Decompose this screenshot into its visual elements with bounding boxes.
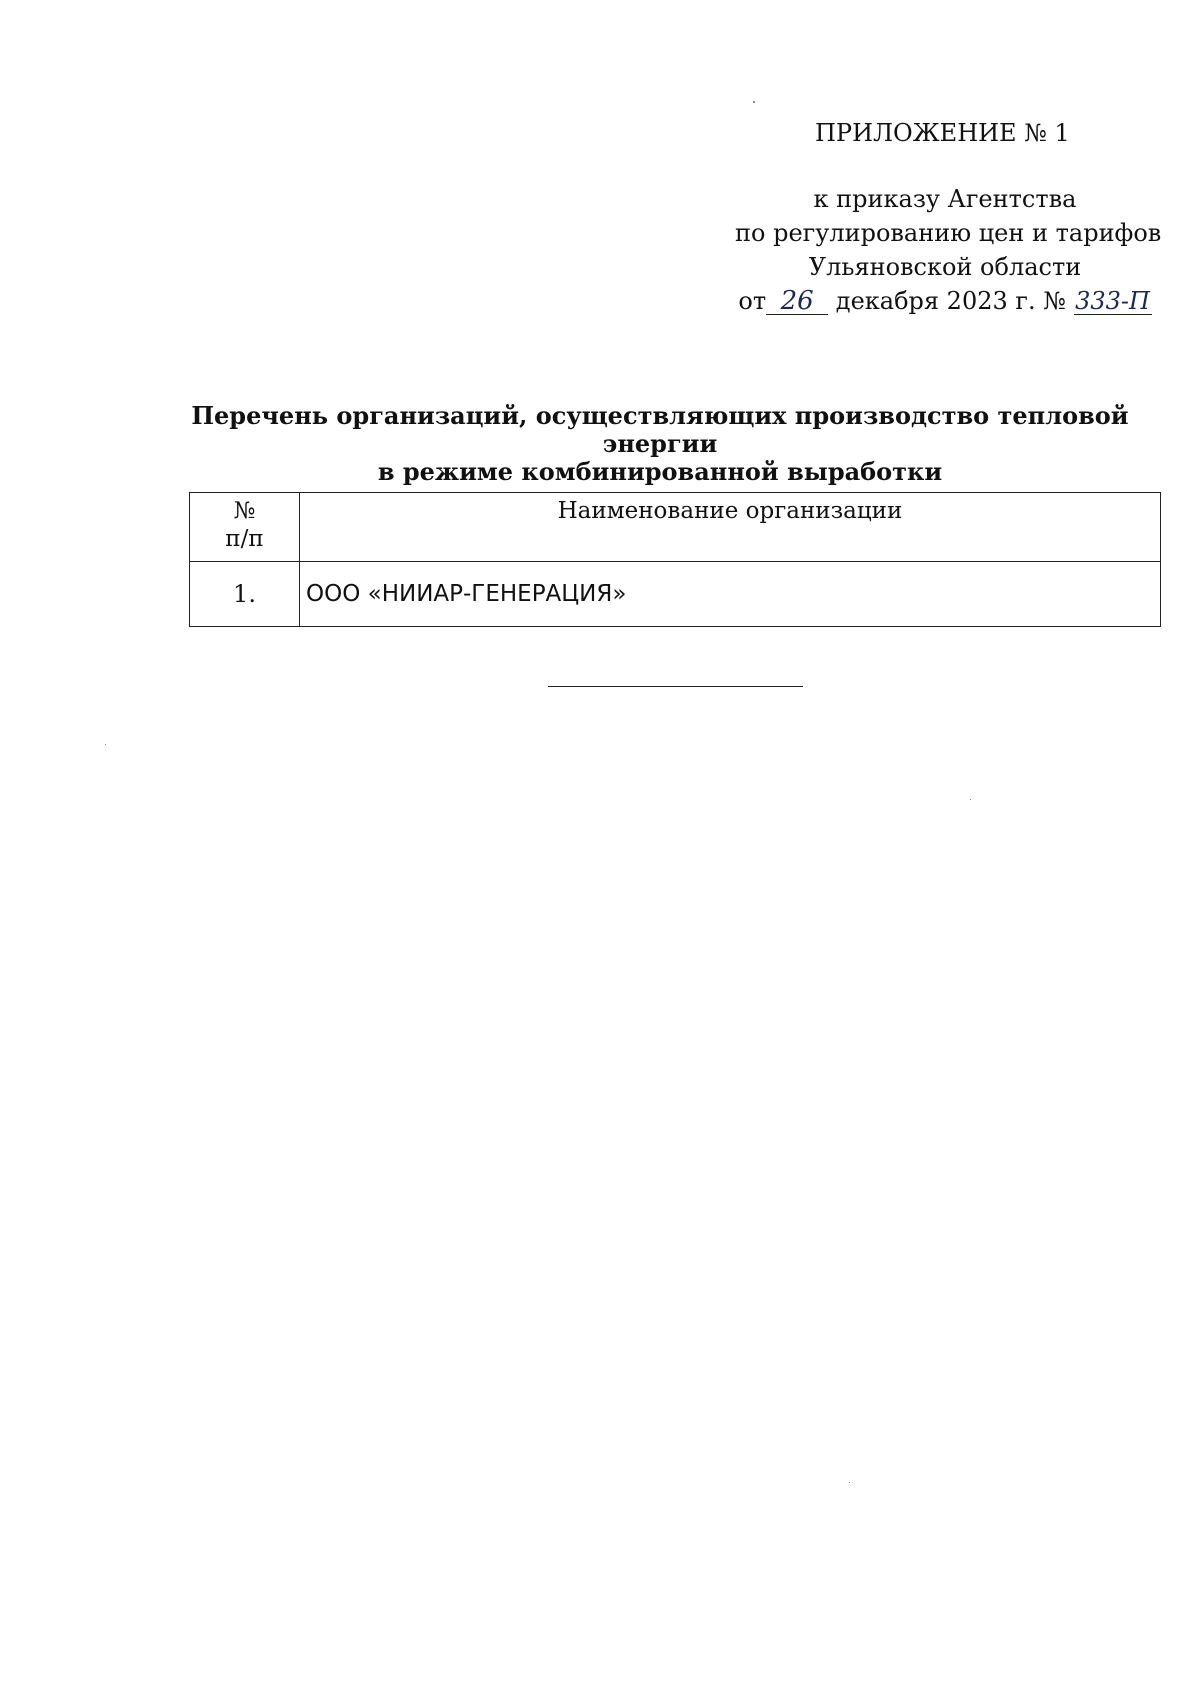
document-title-line-2: в режиме комбинированной выработки xyxy=(377,457,943,486)
order-prefix: от xyxy=(738,287,767,315)
end-divider xyxy=(548,686,803,687)
document-title xyxy=(160,402,1160,486)
scan-speck xyxy=(753,101,755,103)
table-row xyxy=(190,562,1161,627)
order-reference-line-1: к приказу Агентства xyxy=(813,185,1077,213)
table-header-row xyxy=(190,493,1161,562)
header-name-cell: Наименование организации xyxy=(300,493,1161,562)
organization-name: ООО «НИИАР-ГЕНЕРАЦИЯ» xyxy=(300,562,1161,627)
order-reference-line-3: Ульяновской области xyxy=(808,253,1082,281)
order-reference xyxy=(735,182,1162,318)
organizations-table xyxy=(189,492,1161,627)
header-number-sub: п/п xyxy=(225,526,264,552)
order-reference-line-2: по регулированию цен и тарифов xyxy=(735,219,1162,247)
document-title-line-1: Перечень организаций, осуществляющих производство тепловой энергии xyxy=(191,401,1129,458)
scan-speck xyxy=(105,744,106,745)
scan-speck xyxy=(849,1482,850,1483)
row-number: 1. xyxy=(190,562,300,627)
order-middle: декабря 2023 г. № xyxy=(835,287,1066,315)
header-number-symbol: № xyxy=(233,498,256,524)
scan-speck xyxy=(970,799,971,800)
handwritten-order-number: 333-П xyxy=(1075,287,1150,315)
appendix-title: ПРИЛОЖЕНИЕ № 1 xyxy=(815,119,1070,147)
order-date-line xyxy=(735,284,1155,318)
header-number-cell xyxy=(190,493,300,562)
handwritten-day: 26 xyxy=(766,288,828,315)
